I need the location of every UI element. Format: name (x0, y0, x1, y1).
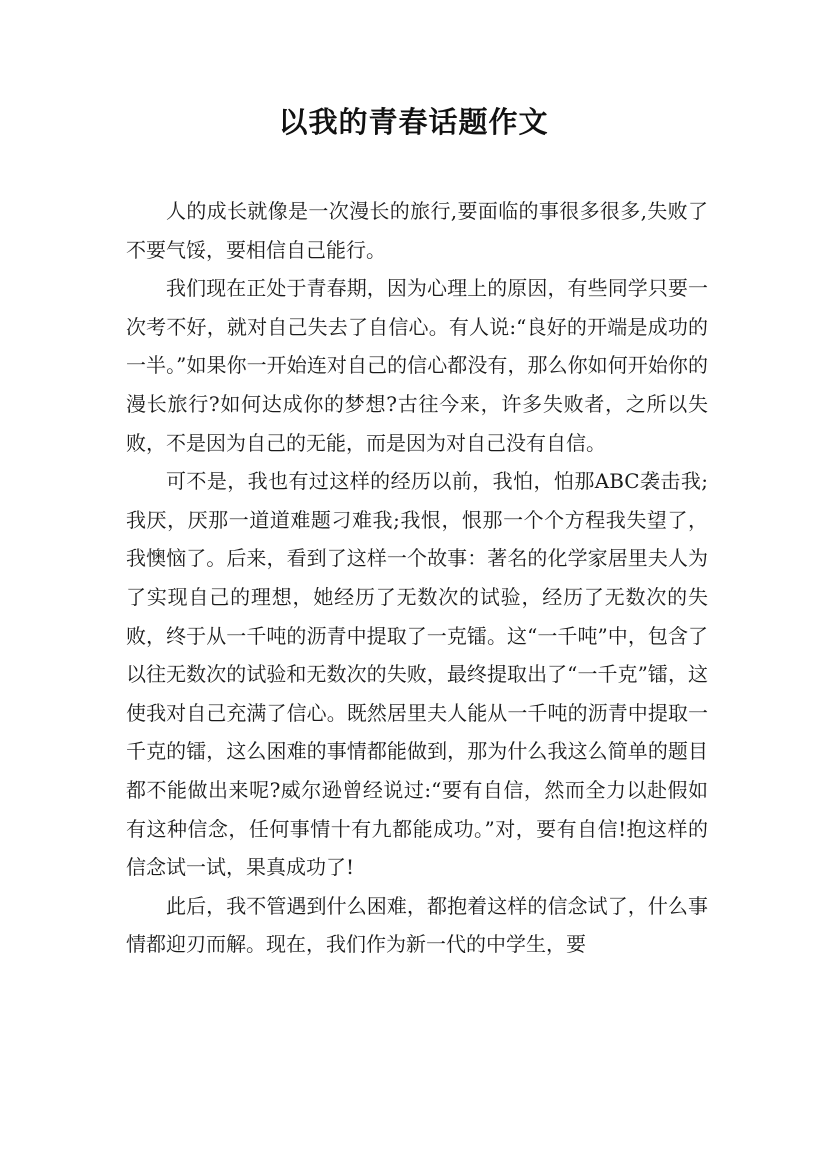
document-title: 以我的青春话题作文 (278, 105, 549, 139)
document-body (126, 192, 708, 964)
paragraph-3: 可不是，我也有过这样的经历以前，我怕，怕那ABC袭击我;我厌，厌那一道道难题刁难我;我恨，恨那一个个方程我失望了，我懊恼了。后来，看到了这样一个故事：著名的化学家居里夫人为了实现自己的理想，她经历了无数次的试验，经历了无数次的失败，终于从一千吨的沥青中提取了一克镭。这“一千吨”中，包含了以往无数次的试验和无数次的失败，最终提取出了“一千克”镭，这使我对自己充满了信心。既然居里夫人能从一千吨的沥青中提取一千克的镭，这么困难的事情都能做到，那为什么我这么简单的题目都不能做出来呢?威尔逊曾经说过:“要有自信，然而全力以赴假如有这种信念，任何事情十有九都能成功。”对，要有自信!抱这样的信念试一试，果真成功了! (126, 469, 708, 880)
paragraph-4: 此后，我不管遇到什么困难，都抱着这样的信念试了，什么事情都迎刃而解。现在，我们作为新一代的中学生，要 (126, 893, 708, 957)
paragraph-1: 人的成长就像是一次漫长的旅行,要面临的事很多很多,失败了不要气馁，要相信自己能行。 (126, 199, 708, 262)
paragraph-2: 我们现在正处于青春期，因为心理上的原因，有些同学只要一次考不好，就对自己失去了自信心。有人说:“良好的开端是成功的一半。”如果你一开始连对自己的信心都没有，那么你如何开始你的漫长旅行?如何达成你的梦想?古往今来，许多失败者，之所以失败，不是因为自己的无能，而是因为对自己没有自信。 (126, 276, 708, 455)
